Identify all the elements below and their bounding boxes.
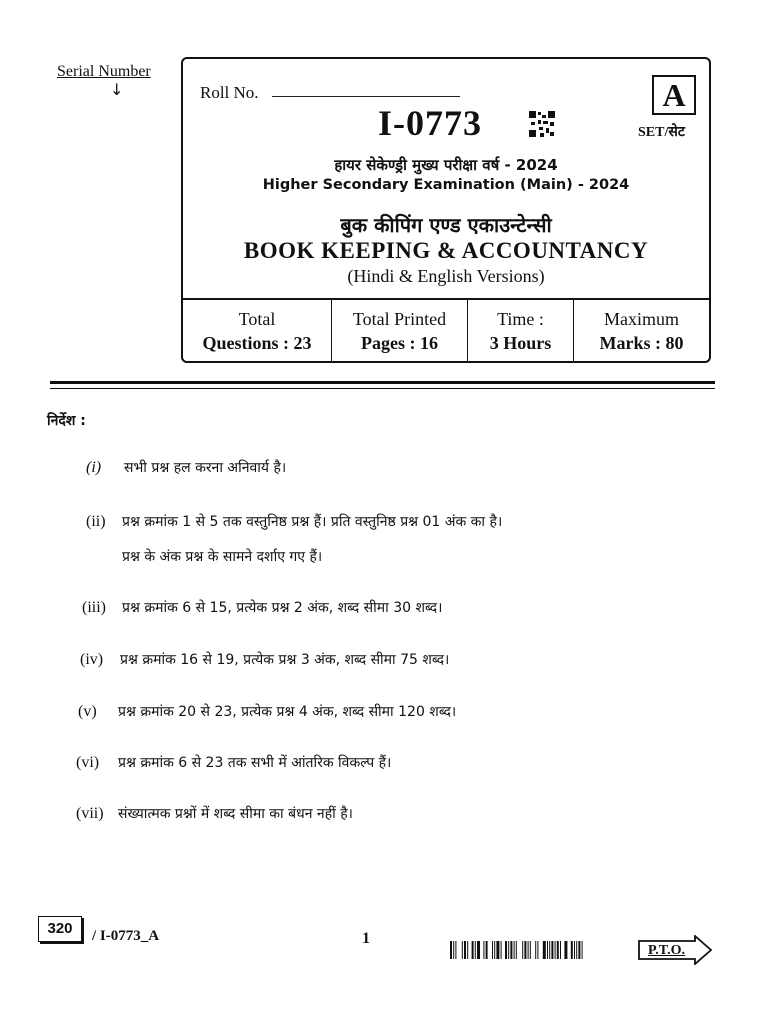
- time-cell: [467, 300, 573, 361]
- roll-number-label: Roll No.: [200, 83, 259, 102]
- total-pages-cell: [331, 300, 467, 361]
- exam-title-hindi: हायर सेकेण्ड्री मुख्य परीक्षा वर्ष - 2024: [334, 156, 558, 174]
- instruction-number: (vii): [76, 805, 104, 822]
- instruction-number: (iii): [82, 599, 106, 616]
- down-arrow-icon: ↓: [110, 80, 124, 99]
- subject-title-english: BOOK KEEPING & ACCOUNTANCY: [243, 238, 649, 263]
- instruction-text: प्रश्न के अंक प्रश्न के सामने दर्शाए गए हैं।: [122, 549, 323, 565]
- page-number: 1: [362, 930, 370, 947]
- subject-title-hindi: बुक कीपिंग एण्ड एकाउन्टेन्सी: [340, 213, 552, 237]
- set-letter-box: A: [652, 75, 696, 115]
- paper-code: I-0773: [378, 103, 482, 143]
- page-count-box: 320: [38, 916, 82, 942]
- instruction-text: संख्यात्मक प्रश्नों में शब्द सीमा का बंधन नहीं है।: [118, 806, 353, 822]
- instruction-text: प्रश्न क्रमांक 20 से 23, प्रत्येक प्रश्न 4 अंक, शब्द सीमा 120 शब्द।: [118, 704, 457, 720]
- barcode-icon: [450, 941, 620, 959]
- instruction-text: प्रश्न क्रमांक 1 से 5 तक वस्तुनिष्ठ प्रश्न हैं। प्रति वस्तुनिष्ठ प्रश्न 01 अंक का है।: [122, 514, 503, 530]
- instruction-number: (ii): [86, 513, 106, 530]
- instruction-item: [76, 804, 353, 823]
- instructions-heading: निर्देश :: [47, 413, 86, 429]
- instruction-item: [82, 598, 442, 617]
- instruction-text: प्रश्न क्रमांक 6 से 23 तक सभी में आंतरिक विकल्प हैं।: [118, 755, 392, 771]
- divider: [50, 381, 715, 384]
- maximum-marks-cell: [573, 300, 709, 361]
- info-value: Marks : 80: [599, 332, 684, 353]
- set-label: SET/सेट: [638, 125, 685, 140]
- info-label: Maximum: [604, 308, 679, 329]
- roll-number-line: [272, 96, 460, 97]
- versions-note: (Hindi & English Versions): [347, 266, 545, 286]
- instruction-text: सभी प्रश्न हल करना अनिवार्य है।: [124, 460, 287, 476]
- instruction-number: (iv): [80, 651, 104, 668]
- instruction-item: [86, 458, 286, 477]
- info-value: 3 Hours: [489, 332, 552, 353]
- exam-title-english: Higher Secondary Examination (Main) - 2024: [262, 177, 630, 193]
- exam-info-table: [183, 298, 709, 361]
- total-questions-cell: [183, 300, 331, 361]
- serial-number-label: Serial Number: [57, 63, 151, 80]
- info-label: Total: [238, 308, 276, 329]
- instruction-item: [78, 702, 456, 721]
- instruction-item: [76, 753, 391, 772]
- instruction-item: [80, 650, 449, 669]
- info-value: Questions : 23: [202, 332, 312, 353]
- instruction-text: प्रश्न क्रमांक 6 से 15, प्रत्येक प्रश्न 2 अंक, शब्द सीमा 30 शब्द।: [122, 600, 443, 616]
- instruction-item: [86, 512, 502, 531]
- footer-paper-code: / I-0773_A: [92, 928, 160, 944]
- pto-label: P.T.O.: [648, 943, 685, 958]
- info-label: Time :: [497, 308, 544, 329]
- instruction-number: (i): [86, 459, 102, 476]
- instruction-number: (vi): [76, 754, 100, 771]
- qr-code-icon: [528, 110, 556, 138]
- info-label: Total Printed: [352, 308, 447, 329]
- divider: [50, 388, 715, 389]
- instruction-text: प्रश्न क्रमांक 16 से 19, प्रत्येक प्रश्न 3 अंक, शब्द सीमा 75 शब्द।: [120, 652, 450, 668]
- instruction-number: (v): [78, 703, 97, 720]
- info-value: Pages : 16: [361, 332, 438, 353]
